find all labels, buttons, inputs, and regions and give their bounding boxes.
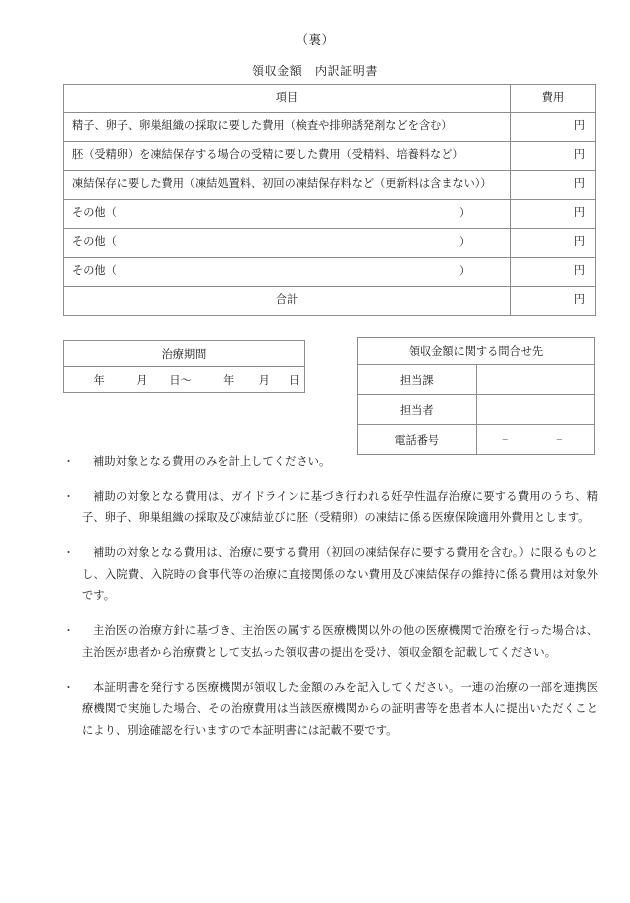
bullet-icon: ・ — [63, 547, 74, 560]
phone-dash-1: − — [501, 433, 509, 446]
table-row — [64, 258, 596, 287]
contact-title-row — [358, 338, 595, 365]
bullet-icon: ・ — [63, 681, 74, 694]
contact-phone-row — [358, 425, 595, 455]
list-item — [63, 487, 598, 530]
table-row — [64, 171, 596, 200]
note-text: 主治医の治療方針に基づき、主治医の属する医療機関以外の他の医療機関で治療を行った場合は、主治医が患者から治療費として支払った領収書の提出を受け、領収金額を記載してください。 — [82, 625, 598, 659]
cost-item-label: その他（ — [72, 265, 117, 278]
period-month-start[interactable]: 月 — [136, 374, 148, 387]
treatment-period-box — [63, 340, 305, 393]
column-header-item: 項目 — [64, 85, 511, 113]
period-year-start[interactable]: 年 — [93, 374, 105, 387]
table-row — [64, 229, 596, 258]
table-row — [64, 113, 596, 142]
contact-department-input[interactable] — [476, 365, 595, 395]
paren-close: ） — [459, 265, 471, 278]
note-text: 補助の対象となる費用は、ガイドラインに基づき行われる妊孕性温存治療に要する費用のうち、精子、卵子、卵巣組織の採取及び凍結並びに胚（受精卵）の凍結に係る医療保険適用外費用とします。 — [82, 490, 598, 525]
list-item — [63, 543, 598, 608]
period-day-start[interactable]: 日～ — [169, 374, 192, 387]
period-day-end[interactable]: 日 — [288, 374, 301, 387]
contact-row — [358, 365, 595, 395]
notes-list — [63, 452, 598, 756]
cost-fee-input-cell[interactable]: 円 — [511, 113, 596, 142]
cost-fee-input-cell[interactable]: 円 — [511, 200, 596, 229]
total-fee-input-cell[interactable]: 円 — [511, 287, 596, 316]
table-total-row — [64, 287, 596, 316]
phone-dash-2: − — [556, 433, 563, 446]
contact-person-label: 担当者 — [358, 395, 477, 425]
list-item — [63, 621, 598, 664]
period-fields-cell[interactable] — [64, 367, 305, 393]
paren-close: ） — [459, 207, 471, 220]
cost-fee-input-cell[interactable]: 円 — [511, 142, 596, 171]
cost-item-other-cell[interactable] — [64, 229, 511, 258]
cost-fee-input-cell[interactable]: 円 — [511, 229, 596, 258]
table-header-row — [64, 85, 596, 113]
note-text: 補助の対象となる費用は、治療に要する費用（初回の凍結保存に要する費用を含む。）に限るものとし、入院費、入院時の食事代等の治療に直接関係のない費用及び凍結保存の維持に係る費用は対象外です。 — [82, 547, 598, 603]
total-label: 合計 — [64, 287, 511, 316]
column-header-fee: 費用 — [511, 85, 596, 113]
note-text: 補助対象となる費用のみを計上してください。 — [93, 456, 331, 468]
document-side-mark: （裏） — [295, 33, 335, 47]
cost-item-label: 凍結保存に要した費用（凍結処置料、初回の凍結保存料など（更新料は含まない）） — [64, 171, 511, 200]
cost-item-label: その他（ — [72, 236, 117, 249]
contact-row — [358, 395, 595, 425]
cost-item-other-cell[interactable] — [64, 200, 511, 229]
cost-item-label: 精子、卵子、卵巣組織の採取に要した費用（検査や排卵誘発剤などを含む） — [64, 113, 511, 142]
list-item — [63, 678, 598, 743]
contact-phone-label: 電話番号 — [358, 425, 477, 455]
cost-item-label: その他（ — [72, 207, 117, 220]
table-row — [64, 200, 596, 229]
bullet-icon: ・ — [63, 490, 74, 503]
cost-item-label: 胚（受精卵）を凍結保存する場合の受精に要した費用（受精料、培養料など） — [64, 142, 511, 171]
cost-fee-input-cell[interactable]: 円 — [511, 171, 596, 200]
period-title-row — [64, 341, 305, 367]
note-text: 本証明書を発行する医療機関が領収した金額のみを記入してください。一連の治療の一部を連携医療機関で実施した場合、その治療費用は当該医療機関からの証明書等を患者本人に提出いただくことにより、別途確認を行いますので本証明書には記載不要です。 — [82, 681, 598, 737]
period-fields-row[interactable] — [64, 367, 305, 393]
list-item — [63, 452, 598, 474]
bullet-icon: ・ — [63, 456, 74, 468]
paren-close: ） — [459, 236, 471, 249]
period-month-end[interactable]: 月 — [258, 374, 270, 387]
period-title: 治療期間 — [64, 341, 305, 367]
bullet-icon: ・ — [63, 625, 74, 638]
contact-person-input[interactable] — [476, 395, 595, 425]
contact-title: 領収金額に関する問合せ先 — [358, 338, 595, 365]
cost-fee-input-cell[interactable]: 円 — [511, 258, 596, 287]
cost-breakdown-table — [63, 84, 596, 316]
table-row — [64, 142, 596, 171]
document-title: 領収金額 内訳証明書 — [251, 64, 378, 78]
contact-info-box — [357, 337, 595, 455]
contact-department-label: 担当課 — [358, 365, 477, 395]
contact-phone-input[interactable] — [476, 425, 595, 455]
period-year-end[interactable]: 年 — [223, 374, 235, 387]
cost-item-other-cell[interactable] — [64, 258, 511, 287]
